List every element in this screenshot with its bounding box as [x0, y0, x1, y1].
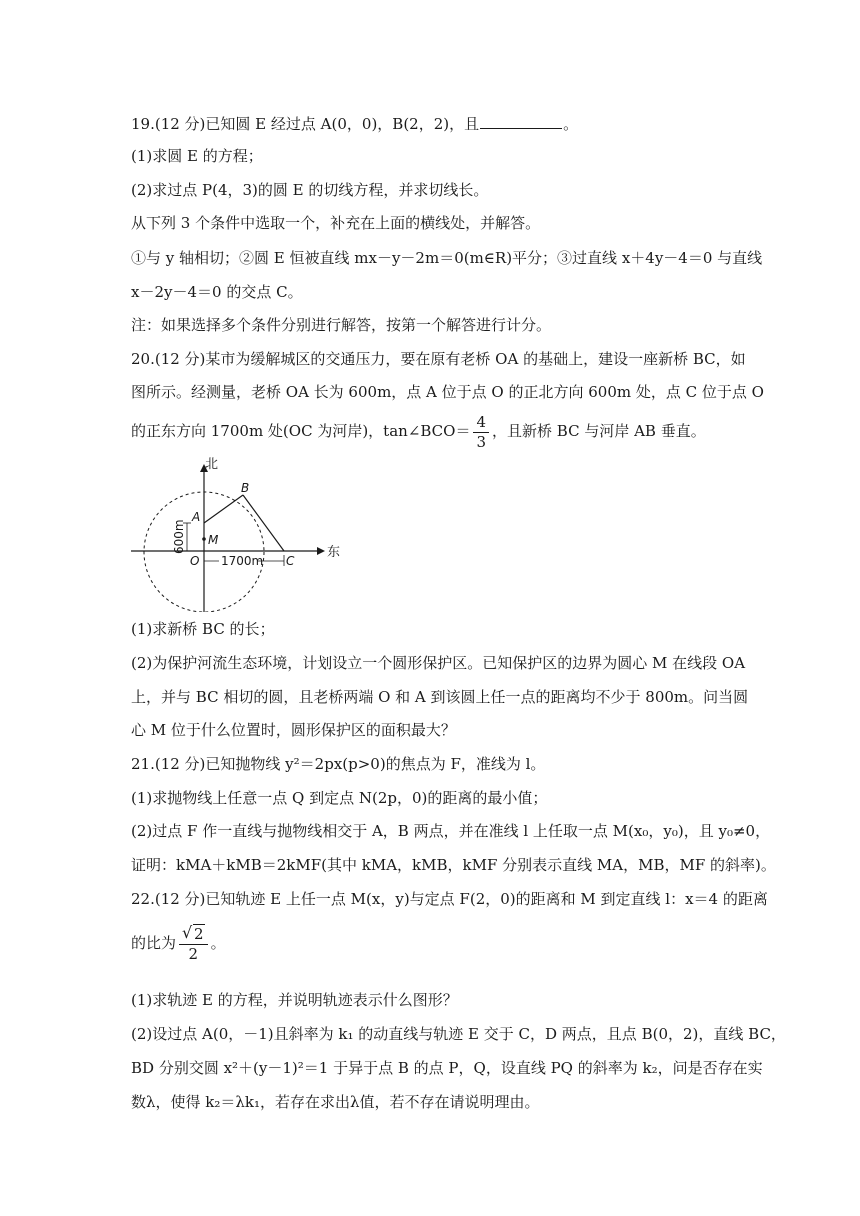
label-m: M [208, 533, 219, 547]
east-arrow-icon [317, 547, 325, 555]
bridge-diagram [131, 452, 341, 612]
segment-ab [204, 495, 243, 523]
q20-stem-line2: 图所示。经测量，老桥 OA 长为 600m，点 A 位于点 O 的正北方向 600m 处，点 C 位于点 O [131, 383, 764, 401]
label-a: A [192, 510, 201, 524]
q22-stem-line2-end: 。 [210, 934, 226, 952]
q22-stem-line1: 22.(12 分)已知轨迹 E 上任一点 M(x，y)与定点 F(2，0)的距离和 M 到定直线 l：x＝4 的距离 [131, 890, 768, 908]
q21-part2-line1: (2)过点 F 作一直线与抛物线相交于 A，B 两点，并在准线 l 上任取一点 M(x₀，y₀)，且 y₀≠0， [131, 822, 771, 840]
q19-conditions-line1: ①与 y 轴相切；②圆 E 恒被直线 mx－y－2m＝0(m∈R)平分；③过直线 x＋4y－4＝0 与直线 [131, 249, 763, 267]
sqrt-sign: √ 2 [182, 922, 204, 943]
tan-fraction-denominator: 3 [476, 432, 487, 451]
q20-stem-line3 [131, 412, 732, 452]
q22-part2-line3: 数λ，使得 k₂＝λk₁，若存在求出λ值，若不存在请说明理由。 [131, 1093, 540, 1111]
q19-part2: (2)求过点 P(4，3)的圆 E 的切线方程，并求切线长。 [131, 181, 489, 199]
q19-stem [131, 114, 732, 134]
q19-stem-text: 19.(12 分)已知圆 E 经过点 A(0，0)，B(2，2)，且 [131, 115, 480, 133]
ratio-numerator [179, 922, 208, 945]
ratio-fraction [179, 922, 208, 964]
dimension-oa-label: 600m [172, 519, 186, 554]
point-m [202, 537, 206, 541]
q20-stem-line1: 20.(12 分)某市为缓解城区的交通压力，要在原有老桥 OA 的基础上，建设一座新桥 BC，如 [131, 350, 746, 368]
q19-choose-instruction: 从下列 3 个条件中选取一个，补充在上面的横线处，并解答。 [131, 214, 541, 232]
q22-stem-line2-text: 的比为 [131, 934, 177, 952]
q20-part1: (1)求新桥 BC 的长； [131, 620, 275, 638]
q22-part2-line2: BD 分别交圆 x²＋(y－1)²＝1 于异于点 B 的点 P，Q，设直线 PQ 的斜率为 k₂，问是否存在实 [131, 1059, 763, 1077]
q21-part2-line2: 证明：kMA＋kMB＝2kMF(其中 kMA，kMB，kMF 分别表示直线 MA，MB，MF 的斜率)。 [131, 856, 776, 874]
q20-part2-line1: (2)为保护河流生态环境，计划设立一个圆形保护区。已知保护区的边界为圆心 M 在线段 OA [131, 654, 746, 672]
q22-part2-line1: (2)设过点 A(0，－1)且斜率为 k₁ 的动直线与轨迹 E 交于 C，D 两点，且点 B(0，2)，直线 BC， [131, 1025, 786, 1043]
q19-note: 注：如果选择多个条件分别进行解答，按第一个解答进行计分。 [131, 316, 552, 334]
q19-fill-blank[interactable] [480, 114, 562, 129]
label-c: C [286, 554, 295, 568]
q20-part2-line3: 心 M 位于什么位置时，圆形保护区的面积最大？ [131, 721, 456, 739]
q20-stem-line3-end: ，且新桥 BC 与河岸 AB 垂直。 [492, 422, 706, 440]
label-b: B [241, 481, 250, 495]
q19-conditions-line2: x－2y－4＝0 的交点 C。 [131, 283, 303, 301]
east-label: 东 [327, 545, 341, 560]
q20-stem-line3-text: 的正东方向 1700m 处(OC 为河岸)，tan∠BCO＝ [131, 422, 471, 440]
north-label: 北 [205, 457, 219, 472]
q21-part1: (1)求抛物线上任意一点 Q 到定点 N(2p，0)的距离的最小值； [131, 789, 548, 807]
q21-stem: 21.(12 分)已知抛物线 y²＝2px(p>0)的焦点为 F，准线为 l。 [131, 755, 546, 773]
tan-fraction [473, 413, 489, 452]
q22-stem-line2 [131, 922, 732, 964]
ratio-denominator: 2 [188, 944, 199, 963]
q20-part2-line2: 上，并与 BC 相切的圆，且老桥两端 O 和 A 到该圆上任一点的距离均不少于 800m。问当圆 [131, 688, 749, 706]
ratio-numerator-radicand: 2 [194, 924, 204, 943]
label-o: O [190, 554, 200, 568]
q19-part1: (1)求圆 E 的方程； [131, 147, 263, 165]
tan-fraction-numerator: 4 [473, 413, 489, 433]
q22-part1: (1)求轨迹 E 的方程，并说明轨迹表示什么图形？ [131, 991, 458, 1009]
dimension-oc-label: 1700m [221, 554, 264, 568]
q19-stem-end: 。 [563, 115, 579, 133]
